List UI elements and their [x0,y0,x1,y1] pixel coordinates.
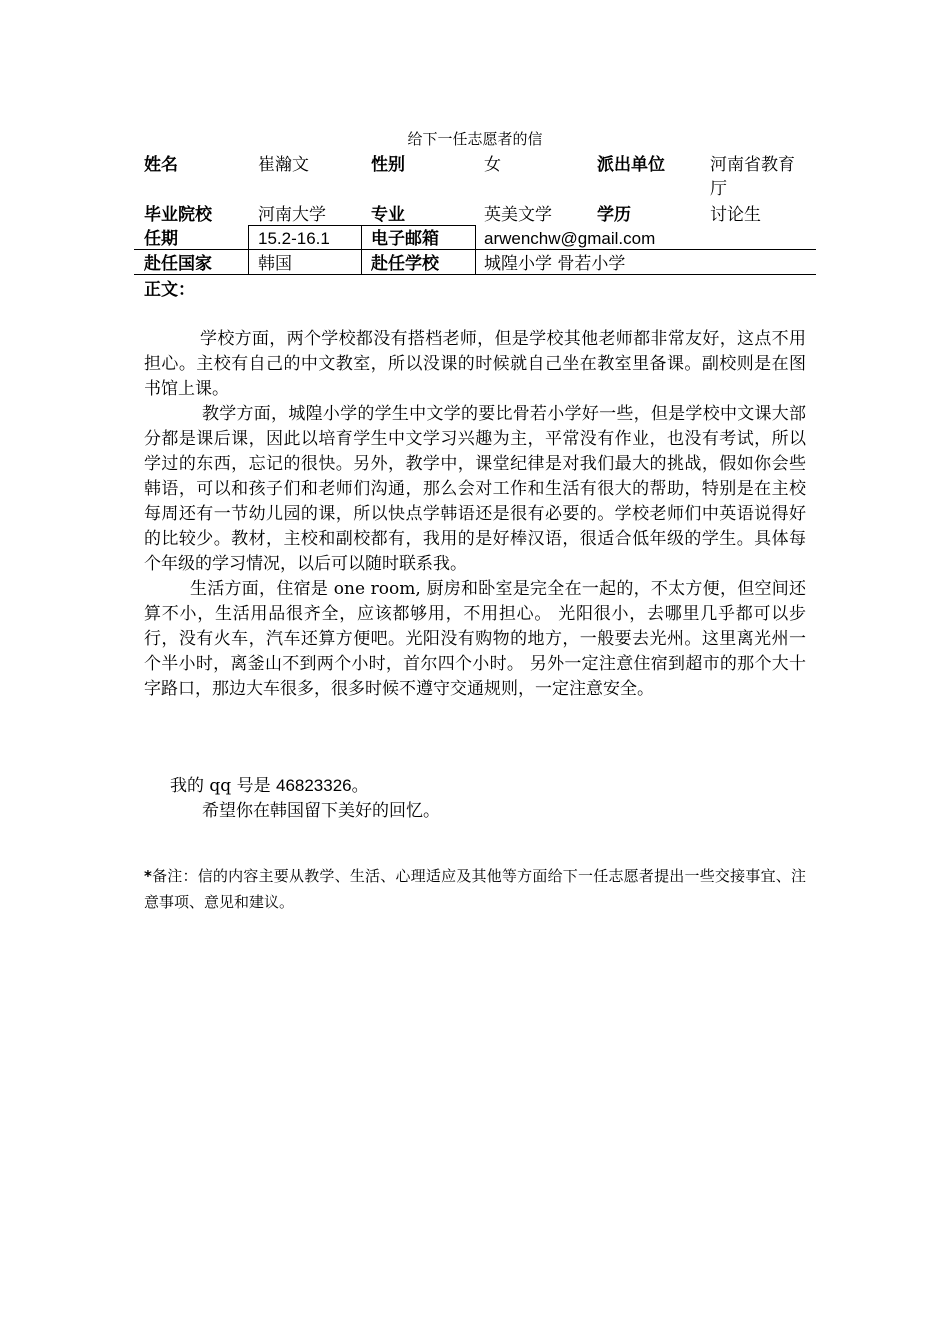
country-value: 韩国 [258,254,292,274]
term-label: 任期 [144,229,178,249]
post-value: 城隍小学 骨若小学 [484,254,626,274]
school-value: 河南大学 [258,205,326,225]
gender-label: 性别 [371,155,405,175]
gender-value: 女 [484,155,501,175]
body-label: 正文： [144,280,195,300]
table-divider [248,225,249,274]
post-label: 赴任学校 [371,254,439,274]
table-divider [248,225,476,226]
degree-value: 讨论生 [710,205,761,225]
qq-prefix: 我的 qq 号是 [170,776,276,796]
footnote-star: * [144,867,152,885]
footnote [144,863,806,915]
closing-wish: 希望你在韩国留下美好的回忆。 [202,801,440,821]
qq-line [170,773,369,799]
term-value: 15.2-16.1 [258,229,330,248]
footnote-text: 备注：信的内容主要从教学、生活、心理适应及其他等方面给下一任志愿者提出一些交接事宜、注意事项、意见和建议。 [144,867,806,911]
degree-label: 学历 [597,205,631,225]
unit-value-line2: 厅 [710,179,727,199]
unit-value-line1: 河南省教育 [710,155,795,175]
table-divider [134,274,816,275]
table-divider [361,225,362,274]
qq-number: 46823326 [275,776,352,795]
qq-suffix: 。 [351,776,369,796]
letter-body [144,327,806,702]
paragraph-school: 学校方面，两个学校都没有搭档老师，但是学校其他老师都非常友好，这点不用担心。主校有自己的中文教室，所以没课的时候就自己坐在教室里备课。副校则是在图书馆上课。 [144,329,806,399]
major-value: 英美文学 [484,205,552,225]
country-label: 赴任国家 [144,254,212,274]
email-value: arwenchw@gmail.com [484,229,656,248]
school-label: 毕业院校 [144,205,212,225]
unit-label: 派出单位 [597,155,665,175]
email-label: 电子邮箱 [371,229,439,249]
paragraph-life: 生活方面，住宿是 one room, 厨房和卧室是完全在一起的，不太方便，但空间还算不小，生活用品很齐全，应该都够用，不用担心。 光阳很小，去哪里几乎都可以步行，没有火车，汽车还算方便吧。光阳没有购物的地方，一般要去光州。这里离光州一个半小时，离釜山不到两个小时，首尔四个小时。 另外一定注意住宿到超市的那个大十字路口，那边大车很多，很多时候不遵守交通规则，一定注意安全。 [144,579,806,699]
name-label: 姓名 [144,155,178,175]
table-divider [475,225,476,274]
name-value: 崔瀚文 [258,155,309,175]
document-title: 给下一任志愿者的信 [407,130,543,148]
major-label: 专业 [371,205,405,225]
paragraph-teaching: 教学方面，城隍小学的学生中文学的要比骨若小学好一些，但是学校中文课大部分都是课后课，因此以培育学生中文学习兴趣为主，平常没有作业，也没有考试，所以学过的东西，忘记的很快。另外，教学中，课堂纪律是对我们最大的挑战，假如你会些韩语，可以和孩子们和老师们沟通，那么会对工作和生活有很大的帮助，特别是在主校每周还有一节幼儿园的课，所以快点学韩语还是很有必要的。学校老师们中英语说得好的比较少。教材，主校和副校都有，我用的是好棒汉语，很适合低年级的学生。具体每个年级的学习情况，以后可以随时联系我。 [144,404,806,574]
